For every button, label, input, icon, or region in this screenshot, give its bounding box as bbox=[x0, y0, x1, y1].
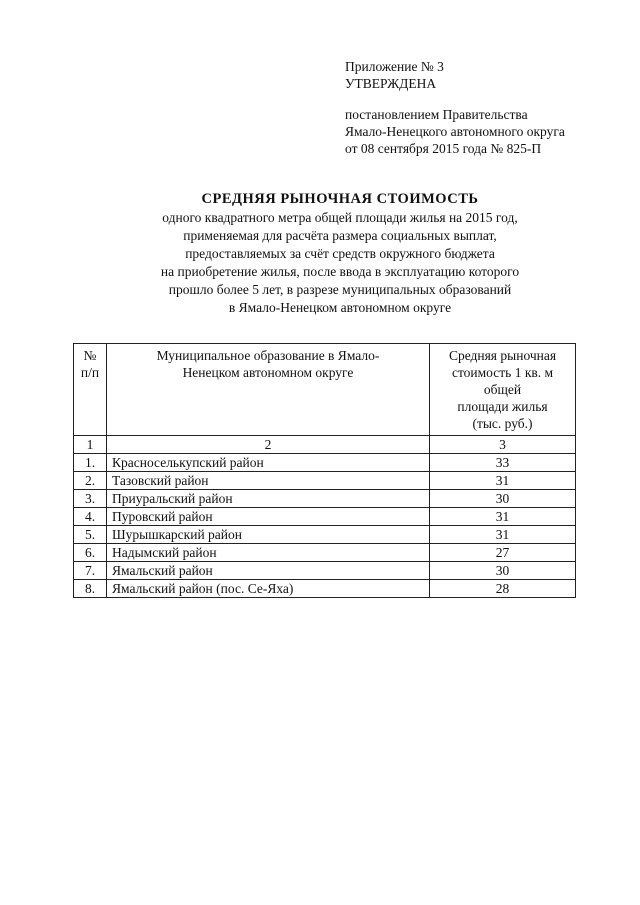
municipality-name: Шурышкарский район bbox=[107, 526, 430, 544]
main-title: СРЕДНЯЯ РЫНОЧНАЯ СТОИМОСТЬ bbox=[201, 191, 479, 207]
index-cell: 1 bbox=[74, 436, 107, 454]
index-cell: 2 bbox=[107, 436, 430, 454]
table-row bbox=[74, 454, 576, 472]
index-cell: 3 bbox=[430, 436, 576, 454]
row-number: 4. bbox=[74, 508, 107, 526]
approval-block bbox=[345, 58, 565, 157]
document-title bbox=[80, 190, 600, 317]
header-municipality-line: Ненецком автономном округе bbox=[182, 365, 354, 380]
cost-value: 31 bbox=[430, 526, 576, 544]
row-number: 6. bbox=[74, 544, 107, 562]
subtitle-line: одного квадратного метра общей площади жилья на 2015 год, bbox=[162, 210, 518, 225]
municipality-name: Ямальский район bbox=[107, 562, 430, 580]
cost-value: 28 bbox=[430, 580, 576, 598]
column-index-row bbox=[74, 436, 576, 454]
header-municipality-line: Муниципальное образование в Ямало- bbox=[156, 348, 380, 363]
table-row bbox=[74, 490, 576, 508]
header-number-line: № bbox=[83, 348, 97, 363]
approval-line-1: постановлением Правительства bbox=[345, 107, 528, 122]
cost-value: 27 bbox=[430, 544, 576, 562]
appendix-number: Приложение № 3 bbox=[345, 59, 444, 74]
table-row bbox=[74, 562, 576, 580]
municipality-name: Красноселькупский район bbox=[107, 454, 430, 472]
row-number: 5. bbox=[74, 526, 107, 544]
cost-value: 30 bbox=[430, 490, 576, 508]
municipality-name: Тазовский район bbox=[107, 472, 430, 490]
header-value-line: стоимость 1 кв. м общей bbox=[451, 365, 554, 397]
header-number-line: п/п bbox=[80, 365, 100, 380]
subtitle-line: на приобретение жилья, после ввода в эксплуатацию которого bbox=[160, 264, 520, 279]
cost-value: 31 bbox=[430, 472, 576, 490]
subtitle-line: прошло более 5 лет, в разрезе муниципальных образований bbox=[168, 282, 512, 297]
table-row bbox=[74, 580, 576, 598]
cost-value: 30 bbox=[430, 562, 576, 580]
spacer bbox=[345, 92, 565, 106]
table-row bbox=[74, 526, 576, 544]
cost-table bbox=[73, 343, 576, 598]
header-value bbox=[430, 344, 576, 436]
subtitle-line: применяемая для расчёта размера социальных выплат, bbox=[183, 228, 497, 243]
row-number: 1. bbox=[74, 454, 107, 472]
subtitle-line: предоставляемых за счёт средств окружного бюджета bbox=[185, 246, 495, 261]
approval-line-2: Ямало-Ненецкого автономного округа bbox=[345, 124, 565, 139]
cost-value: 31 bbox=[430, 508, 576, 526]
header-value-line: Средняя рыночная bbox=[448, 348, 557, 363]
row-number: 2. bbox=[74, 472, 107, 490]
municipality-name: Приуральский район bbox=[107, 490, 430, 508]
municipality-name: Надымский район bbox=[107, 544, 430, 562]
municipality-name: Ямальский район (пос. Се-Яха) bbox=[107, 580, 430, 598]
header-value-line: (тыс. руб.) bbox=[472, 416, 533, 431]
header-municipality bbox=[107, 344, 430, 436]
subtitle-line: в Ямало-Ненецком автономном округе bbox=[228, 300, 452, 315]
header-value-line: площади жилья bbox=[457, 399, 548, 414]
row-number: 8. bbox=[74, 580, 107, 598]
table-row bbox=[74, 508, 576, 526]
row-number: 3. bbox=[74, 490, 107, 508]
approved-label: УТВЕРЖДЕНА bbox=[345, 76, 437, 91]
table-header-row bbox=[74, 344, 576, 436]
table-row bbox=[74, 544, 576, 562]
row-number: 7. bbox=[74, 562, 107, 580]
table-row bbox=[74, 472, 576, 490]
municipality-name: Пуровский район bbox=[107, 508, 430, 526]
header-number bbox=[74, 344, 107, 436]
cost-value: 33 bbox=[430, 454, 576, 472]
approval-line-3: от 08 сентября 2015 года № 825-П bbox=[345, 141, 542, 156]
